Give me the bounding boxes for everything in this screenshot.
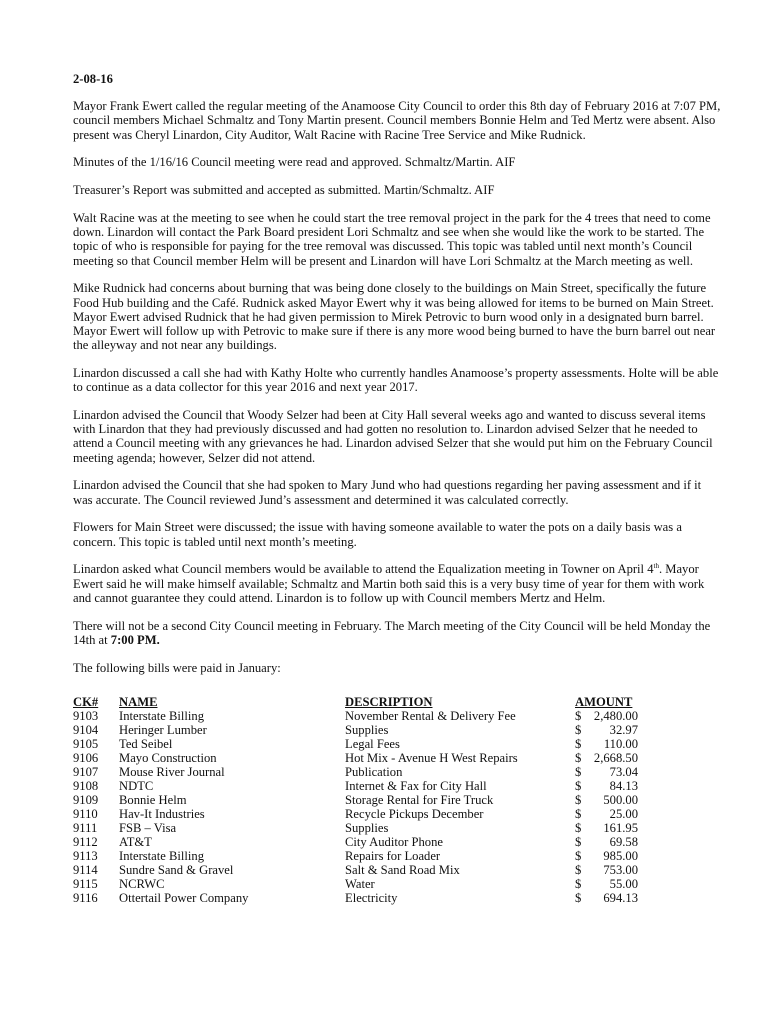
table-row — [73, 807, 639, 821]
cell-amount-value: 985.00 — [603, 848, 638, 863]
cell-amount-value: 32.97 — [609, 722, 638, 737]
cell-ck: 9114 — [73, 862, 98, 877]
cell-currency: $ — [575, 820, 582, 835]
paragraph-paving-assessment: Linardon advised the Council that she had spoken to Mary Jund who had questions regarding her paving assessment and if it was accurate. The Council reviewed Jund’s assessment and determined it was calculated correctly. — [73, 478, 702, 507]
cell-amount-value: 110.00 — [603, 736, 638, 751]
paragraph-call-to-order: Mayor Frank Ewert called the regular meeting of the Anamoose City Council to order this 8th day of February 2016 at 7:07 PM, council members Michael Schmaltz and Tony Martin present. Council members Bonnie Helm and Ted Mertz were absent. Also present was Cheryl Linardon, City Auditor, Walt Racine with Racine Tree Service and Mike Rudnick. — [73, 99, 721, 142]
header-description: DESCRIPTION — [345, 694, 433, 709]
table-row — [73, 793, 639, 807]
cell-amount — [575, 849, 639, 863]
cell-name: Mayo Construction — [119, 750, 217, 765]
cell-description: Water — [345, 876, 375, 891]
cell-amount-value: 73.04 — [609, 764, 638, 779]
cell-amount-value: 25.00 — [609, 806, 638, 821]
cell-ck: 9105 — [73, 736, 99, 751]
cell-name: Hav-It Industries — [119, 806, 205, 821]
cell-amount — [575, 807, 639, 821]
table-row — [73, 779, 639, 793]
paragraph-treasurer-report: Treasurer’s Report was submitted and accepted as submitted. Martin/Schmaltz. AIF — [73, 183, 495, 198]
minutes-page — [73, 72, 723, 905]
cell-currency: $ — [575, 750, 582, 765]
cell-amount-value: 500.00 — [603, 792, 638, 807]
table-row — [73, 765, 639, 779]
cell-ck: 9116 — [73, 890, 98, 905]
cell-name: Ted Seibel — [119, 736, 173, 751]
cell-amount — [575, 793, 639, 807]
cell-description: Salt & Sand Road Mix — [345, 862, 460, 877]
equalization-superscript: th — [653, 562, 659, 571]
cell-description: Repairs for Loader — [345, 848, 441, 863]
cell-ck: 9108 — [73, 778, 99, 793]
cell-amount-value: 69.58 — [609, 834, 638, 849]
cell-currency: $ — [575, 778, 582, 793]
cell-description: Storage Rental for Fire Truck — [345, 792, 494, 807]
cell-currency: $ — [575, 764, 582, 779]
cell-currency: $ — [575, 848, 582, 863]
cell-currency: $ — [575, 792, 582, 807]
paragraph-burning-concerns: Mike Rudnick had concerns about burning that was being done closely to the buildings on Main Street, specifically the future Food Hub building and the Café. Rudnick asked Mayor Ewert why it was being allowed for items to be burned on Main Street. Mayor Ewert advised Rudnick that he had given permission to Mirek Petrovic to burn wood only in a designated burn barrel. Mayor Ewert will follow up with Petrovic to make sure if there is any more wood being burned to have the burn barrel out near the alleyway and not near any buildings. — [73, 281, 716, 353]
paragraph-minutes: Minutes of the 1/16/16 Council meeting were read and approved. Schmaltz/Martin. AIF — [73, 155, 516, 170]
cell-amount-value: 84.13 — [609, 778, 638, 793]
cell-name: Heringer Lumber — [119, 722, 207, 737]
cell-ck: 9109 — [73, 792, 99, 807]
table-row — [73, 737, 639, 751]
table-row — [73, 751, 639, 765]
equalization-text-2: . Mayor Ewert said he will make himself available; Schmaltz and Martin both said this is a very busy time of year for them with work and cannot guarantee they could attend. Linardon is to follow up with Council members Mertz and Helm. — [73, 562, 705, 605]
cell-currency: $ — [575, 834, 582, 849]
cell-amount — [575, 751, 639, 765]
cell-amount — [575, 709, 639, 723]
equalization-text-1: Linardon asked what Council members would be available to attend the Equalization meeting in Towner on April 4 — [73, 562, 654, 577]
table-row — [73, 849, 639, 863]
header-amount: AMOUNT — [575, 694, 633, 709]
cell-amount-value: 2,480.00 — [593, 708, 638, 723]
cell-currency: $ — [575, 890, 582, 905]
paragraph-property-assessments: Linardon discussed a call she had with Kathy Holte who currently handles Anamoose’s property assessments. Holte will be able to continue as a data collector for this year 2016 and next year 2017. — [73, 366, 719, 395]
cell-description: City Auditor Phone — [345, 834, 443, 849]
cell-description: Publication — [345, 764, 403, 779]
cell-name: AT&T — [119, 834, 152, 849]
table-row — [73, 863, 639, 877]
bills-intro: The following bills were paid in January: — [73, 660, 281, 675]
cell-amount — [575, 863, 639, 877]
table-row — [73, 821, 639, 835]
cell-amount — [575, 835, 639, 849]
bills-header-row — [73, 695, 639, 709]
cell-amount — [575, 891, 639, 905]
table-row — [73, 709, 639, 723]
cell-description: Hot Mix - Avenue H West Repairs — [345, 750, 518, 765]
cell-description: Supplies — [345, 722, 389, 737]
cell-amount — [575, 821, 639, 835]
cell-amount — [575, 765, 639, 779]
paragraph-next-meeting — [73, 619, 723, 647]
table-row — [73, 835, 639, 849]
cell-name: Sundre Sand & Gravel — [119, 862, 234, 877]
cell-ck: 9110 — [73, 806, 98, 821]
table-row — [73, 723, 639, 737]
cell-currency: $ — [575, 806, 582, 821]
cell-description: Legal Fees — [345, 736, 400, 751]
cell-ck: 9104 — [73, 722, 99, 737]
cell-ck: 9113 — [73, 848, 98, 863]
cell-description: Electricity — [345, 890, 398, 905]
paragraph-equalization — [73, 562, 723, 605]
header-name: NAME — [119, 694, 158, 709]
cell-amount-value: 55.00 — [609, 876, 638, 891]
cell-currency: $ — [575, 708, 582, 723]
next-meeting-text: There will not be a second City Council meeting in February. The March meeting of the City Council will be held Monday the 14th at — [73, 618, 711, 647]
cell-name: NCRWC — [119, 876, 165, 891]
cell-currency: $ — [575, 862, 582, 877]
bills-table — [73, 695, 639, 905]
cell-ck: 9103 — [73, 708, 99, 723]
cell-amount-value: 2,668.50 — [593, 750, 638, 765]
cell-description: November Rental & Delivery Fee — [345, 708, 516, 723]
meeting-date: 2-08-16 — [73, 72, 113, 86]
paragraph-tree-removal: Walt Racine was at the meeting to see when he could start the tree removal project in the park for the 4 trees that need to come down. Linardon will contact the Park Board president Lori Schmaltz and see when she would like the work to be started. The topic of who is responsible for paying for the tree removal was discussed. This topic was tabled until next month’s Council meeting so that Council member Helm will be present and Linardon will have Lori Schmaltz at the March meeting as well. — [73, 211, 711, 268]
cell-description: Internet & Fax for City Hall — [345, 778, 487, 793]
cell-description: Supplies — [345, 820, 389, 835]
cell-ck: 9115 — [73, 876, 98, 891]
cell-name: Interstate Billing — [119, 848, 204, 863]
table-row — [73, 877, 639, 891]
cell-currency: $ — [575, 736, 582, 751]
cell-ck: 9111 — [73, 820, 98, 835]
cell-amount — [575, 779, 639, 793]
cell-description: Recycle Pickups December — [345, 806, 484, 821]
cell-ck: 9107 — [73, 764, 99, 779]
cell-name: Bonnie Helm — [119, 792, 187, 807]
cell-name: NDTC — [119, 778, 154, 793]
cell-name: Interstate Billing — [119, 708, 204, 723]
cell-amount — [575, 877, 639, 891]
cell-amount-value: 161.95 — [603, 820, 638, 835]
cell-ck: 9112 — [73, 834, 98, 849]
cell-currency: $ — [575, 722, 582, 737]
cell-amount-value: 753.00 — [603, 862, 638, 877]
paragraph-selzer: Linardon advised the Council that Woody Selzer had been at City Hall several weeks ago and wanted to discuss several items with Linardon that they had previously discussed and had gotten no resolution to. Linardon advised Selzer that he needed to attend a Council meeting with any grievances he had. Linardon advised Selzer that she would put him on the February Council meeting agenda; however, Selzer did not attend. — [73, 408, 713, 465]
cell-currency: $ — [575, 876, 582, 891]
next-meeting-time: 7:00 PM. — [110, 632, 160, 647]
cell-amount-value: 694.13 — [603, 890, 638, 905]
paragraph-flowers: Flowers for Main Street were discussed; the issue with having someone available to water the pots on a daily basis was a concern. This topic is tabled until next month’s meeting. — [73, 520, 682, 549]
header-ck: CK# — [73, 694, 99, 709]
table-row — [73, 891, 639, 905]
cell-amount — [575, 737, 639, 751]
cell-amount — [575, 723, 639, 737]
cell-name: FSB – Visa — [119, 820, 177, 835]
cell-name: Mouse River Journal — [119, 764, 225, 779]
cell-name: Ottertail Power Company — [119, 890, 249, 905]
cell-ck: 9106 — [73, 750, 99, 765]
